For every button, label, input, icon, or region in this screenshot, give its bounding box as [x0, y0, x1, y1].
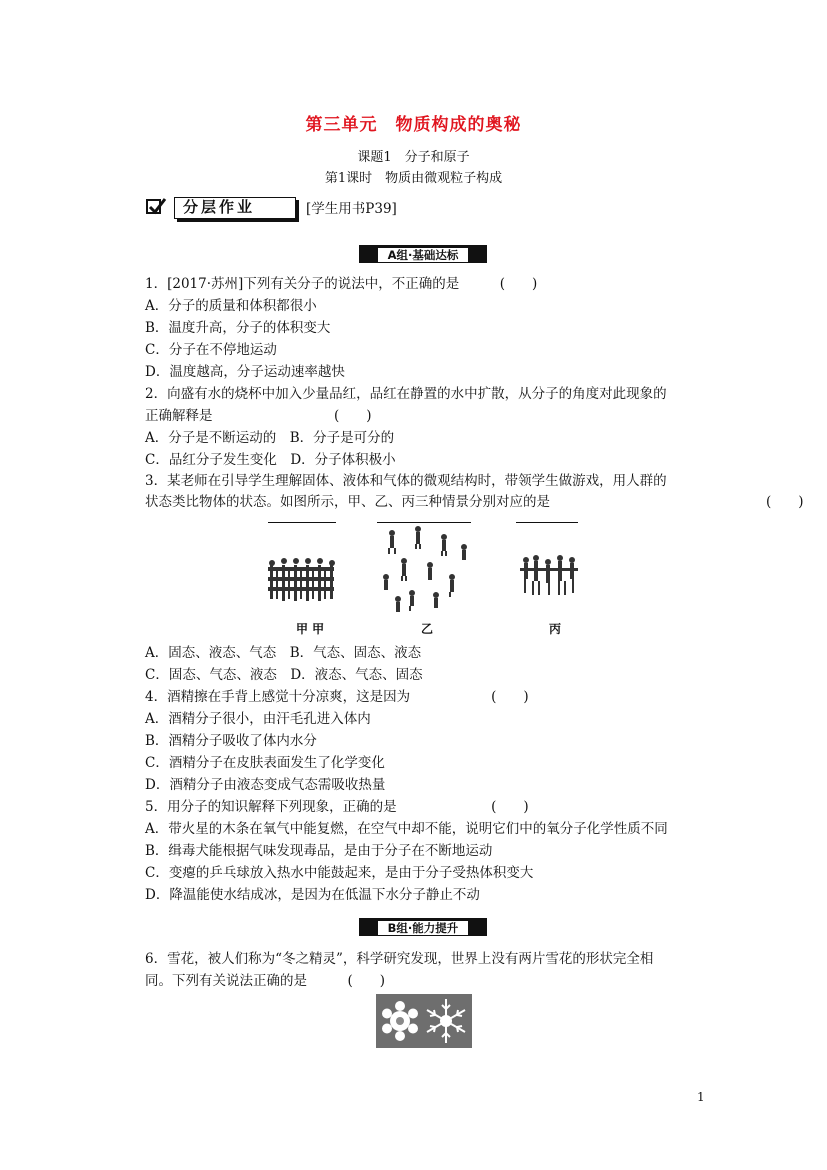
q4-stem: 4．酒精擦在手背上感觉十分凉爽，这是因为 ( ): [145, 689, 529, 705]
q3-options: C．固态、气态、液态 D．液态、气态、固态: [145, 667, 423, 683]
q2-stem: 2．向盛有水的烧杯中加入少量品红，品红在静置的水中扩散，从分子的角度对此现象的: [145, 386, 667, 402]
q6-stem: 同。下列有关说法正确的是 ( ): [145, 973, 386, 989]
figure-label-yi: 乙: [421, 622, 434, 636]
q4-option: C．酒精分子在皮肤表面发生了化学变化: [145, 755, 385, 771]
q1-option: D．温度越高，分子运动速率越快: [145, 364, 345, 380]
q5-option: D．降温能使水结成冰，是因为在低温下水分子静止不动: [145, 887, 480, 903]
group-b-label: B组·能力提升: [378, 921, 469, 935]
liquid-crowd-figure: [518, 552, 582, 602]
q1-stem: 1．[2017·苏州]下列有关分子的说法中，不正确的是 ( ): [145, 276, 538, 292]
q2-options: C．品红分子发生变化 D．分子体积极小: [145, 452, 396, 468]
checkmark-icon: [146, 199, 161, 214]
page-number: 1: [697, 1090, 705, 1104]
unit-title: 第三单元 物质构成的奥秘: [305, 115, 522, 135]
group-b-header: [359, 918, 487, 936]
q5-stem: 5．用分子的知识解释下列现象，正确的是 ( ): [145, 799, 529, 815]
q5-option: B．缉毒犬能根据气味发现毒品，是由于分子在不断地运动: [145, 843, 493, 859]
q3-options: A．固态、液态、气态 B．气态、固态、液态: [145, 645, 422, 661]
snowflake-image: [376, 994, 472, 1048]
period-title: 第1课时 物质由微观粒子构成: [324, 171, 503, 186]
figure-blank-line: [268, 522, 336, 523]
book-reference: [学生用书P39]: [306, 201, 397, 217]
q1-option: B．温度升高，分子的体积变大: [145, 320, 331, 336]
solid-crowd-figure: [262, 555, 340, 605]
homework-banner: [146, 197, 296, 219]
q5-option: C．变瘪的乒乓球放入热水中能鼓起来，是由于分子受热体积变大: [145, 865, 534, 881]
figure-blank-line: [377, 522, 471, 523]
q4-option: A．酒精分子很小，由汗毛孔进入体内: [145, 711, 371, 727]
q6-stem: 6．雪花，被人们称为“冬之精灵”，科学研究发现，世界上没有两片雪花的形状完全相: [145, 951, 654, 967]
banner-label: 分层作业: [174, 197, 296, 219]
q4-option: B．酒精分子吸收了体内水分: [145, 733, 317, 749]
figure-blank-line: [516, 522, 578, 523]
q2-stem: 正确解释是 ( ): [145, 408, 372, 424]
q3-stem: 状态类比物体的状态。如图所示，甲、乙、丙三种情景分别对应的是: [145, 494, 550, 510]
q3-answer-bracket: ( ): [766, 494, 804, 510]
q1-option: A．分子的质量和体积都很小: [145, 298, 317, 314]
figure-label-jia: 甲 甲: [296, 622, 325, 636]
group-a-label: A组·基础达标: [378, 248, 469, 262]
q2-options: A．分子是不断运动的 B．分子是可分的: [145, 430, 395, 446]
q1-option: C．分子在不停地运动: [145, 342, 277, 358]
q4-option: D．酒精分子由液态变成气态需吸收热量: [145, 777, 386, 793]
figure-label-bing: 丙: [549, 622, 562, 636]
group-a-header: [359, 245, 487, 263]
lesson-title: 课题1 分子和原子: [357, 150, 470, 165]
gas-crowd-figure: [378, 524, 472, 616]
q3-stem: 3．某老师在引导学生理解固体、液体和气体的微观结构时，带领学生做游戏，用人群的: [145, 473, 667, 489]
q5-option: A．带火星的木条在氧气中能复燃，在空气中却不能，说明它们中的氧分子化学性质不同: [145, 821, 668, 837]
